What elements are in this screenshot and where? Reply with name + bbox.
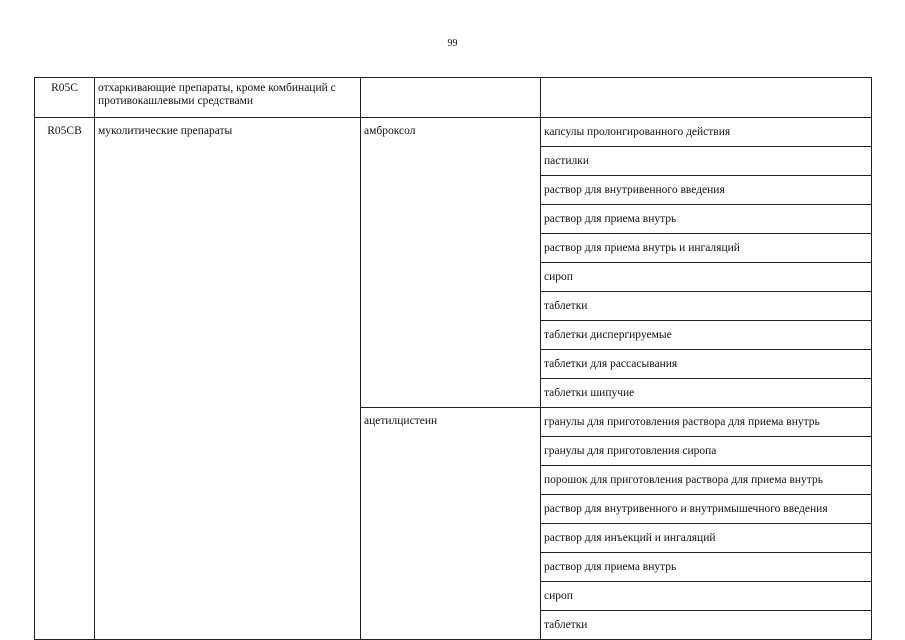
- dosage-form: капсулы пролонгированного действия: [541, 118, 872, 147]
- table-row: [35, 78, 872, 118]
- dosage-form: таблетки: [541, 611, 872, 640]
- drug-name-cell: [361, 78, 541, 118]
- drug-name: амброксол: [361, 118, 541, 408]
- dosage-form: раствор для приема внутрь и ингаляций: [541, 234, 872, 263]
- page-number: 99: [447, 38, 458, 49]
- dosage-form: сироп: [541, 582, 872, 611]
- table-row: [35, 118, 872, 147]
- dosage-form: раствор для приема внутрь: [541, 553, 872, 582]
- dosage-form: гранулы для приготовления сиропа: [541, 437, 872, 466]
- dosage-form: таблетки диспергируемые: [541, 321, 872, 350]
- dosage-form: таблетки для рассасывания: [541, 350, 872, 379]
- dosage-form: таблетки: [541, 292, 872, 321]
- drug-name: ацетилцистеин: [361, 408, 541, 640]
- dosage-form: раствор для инъекций и ингаляций: [541, 524, 872, 553]
- dosage-form: гранулы для приготовления раствора для приема внутрь: [541, 408, 872, 437]
- dosage-form-cell: [541, 78, 872, 118]
- atc-description: муколитические препараты: [95, 118, 361, 640]
- dosage-form: порошок для приготовления раствора для приема внутрь: [541, 466, 872, 495]
- dosage-form: таблетки шипучие: [541, 379, 872, 408]
- atc-description: отхаркивающие препараты, кроме комбинаций с противокашлевыми средствами: [95, 78, 361, 118]
- drug-table-body: [35, 78, 872, 640]
- dosage-form: сироп: [541, 263, 872, 292]
- drug-table: [34, 77, 872, 640]
- dosage-form: раствор для внутривенного введения: [541, 176, 872, 205]
- dosage-form: пастилки: [541, 147, 872, 176]
- dosage-form: раствор для внутривенного и внутримышечного введения: [541, 495, 872, 524]
- dosage-form: раствор для приема внутрь: [541, 205, 872, 234]
- atc-code: R05C: [35, 78, 95, 118]
- atc-code: R05CB: [35, 118, 95, 640]
